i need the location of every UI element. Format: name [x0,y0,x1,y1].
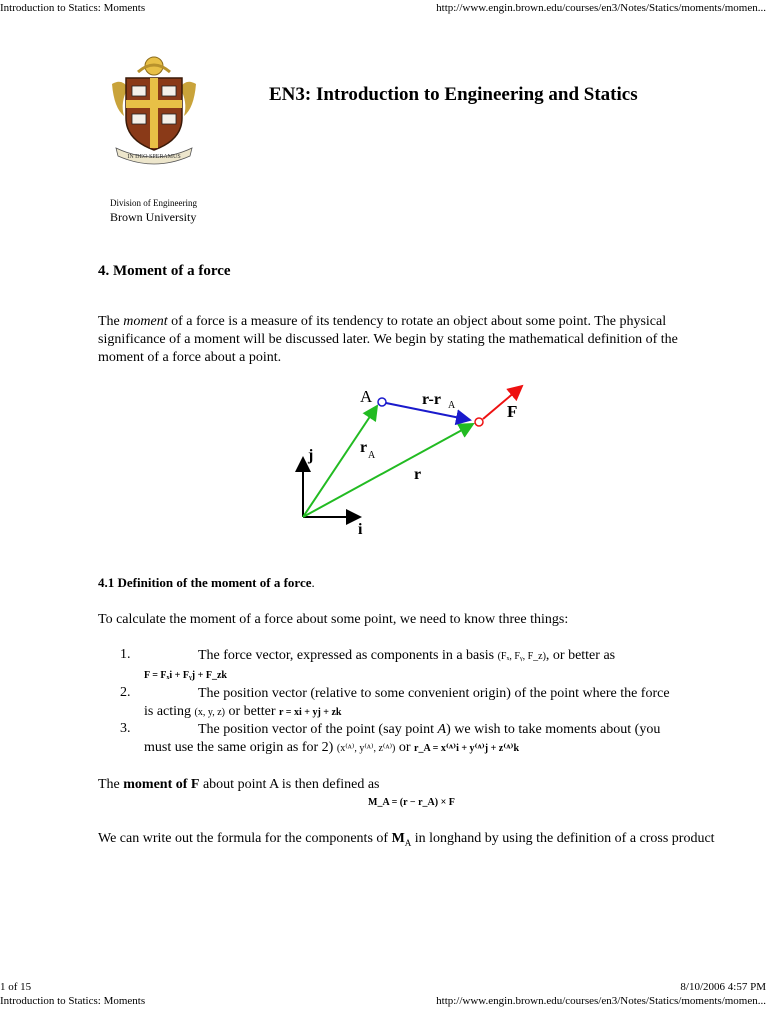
closing-paragraph: We can write out the formula for the components of $M_A$ in longhand by using the definition of a cross product [98,831,715,848]
item-2-line2: is acting (x, y, z) or better r = xi + yj + zk [144,704,342,719]
item-1-math1: (Fₓ, Fᵧ, F_z) [497,651,546,662]
item-1-math2: F = Fₓi + Fᵧj + F_zk [144,670,227,681]
moment-emphasis: moment [123,314,168,329]
moment-vector-diagram [280,370,550,540]
item-3-number: 3. [120,721,131,736]
footer-page-title: Introduction to Statics: Moments [0,995,146,1007]
footer-datetime: 8/10/2006 4:57 PM [680,981,766,993]
division-label: Division of Engineering [110,198,197,208]
page-title: EN3: Introduction to Engineering and Statics [269,84,638,105]
label-A: A [360,387,373,406]
item-1-line1: The force vector, expressed as components in a basis (Fₓ, Fᵧ, F_z), or better as [198,648,616,663]
intro-paragraph: The moment of a force is a measure of its tendency to rotate an object about some point. The physical significance of a moment will be discussed later. We begin by stating the mathematical definition of the moment of a force about a point. [98,314,678,365]
label-r: r [414,466,422,483]
item-2-line1: The position vector (relative to some convenient origin) of the point where the force [198,686,670,701]
footer-url: http://www.engin.brown.edu/courses/en3/Notes/Statics/moments/momen... [436,995,766,1007]
header-url: http://www.engin.brown.edu/courses/en3/Notes/Statics/moments/momen... [436,2,766,14]
brown-shield-logo [106,54,202,166]
section-title: 4. Moment of a force [98,263,231,279]
label-rA-sub: A [368,450,376,461]
point-A-marker [378,398,386,406]
header-page-title: Introduction to Statics: Moments [0,2,146,14]
force-point-marker [475,418,483,426]
label-r-minus-rA-sub: A [448,400,456,411]
item-3-line2: must use the same origin as for 2) (x⁽ᴬ⁾, y⁽ᴬ⁾, z⁽ᴬ⁾) or r_A = x⁽ᴬ⁾i + y⁽ᴬ⁾j + z⁽ᴬ⁾k [144,740,520,755]
moment-formula: M_A = (r − r_A) × F [368,797,455,808]
item-3-line1: The position vector of the point (say point A) we wish to take moments about (you [198,722,661,737]
label-rA: r [360,439,368,456]
item-1-number: 1. [120,647,131,662]
logo-motto: IN DEO SPERAMUS [127,154,181,160]
definition-sentence: The moment of F about point A is then defined as [98,777,380,792]
university-label: Brown University [110,210,197,224]
subsection-title: 4.1 Definition of the moment of a force. [98,575,315,590]
label-r-minus-rA: r-r [422,391,441,408]
label-F: F [507,402,518,421]
subsection-lead: To calculate the moment of a force about some point, we need to know three things: [98,612,569,627]
item-2-number: 2. [120,685,131,700]
label-i: i [358,521,363,538]
rA-vector [303,406,377,517]
r-vector [303,424,473,517]
label-j: j [308,447,314,464]
footer-page-count: 1 of 15 [0,981,32,993]
